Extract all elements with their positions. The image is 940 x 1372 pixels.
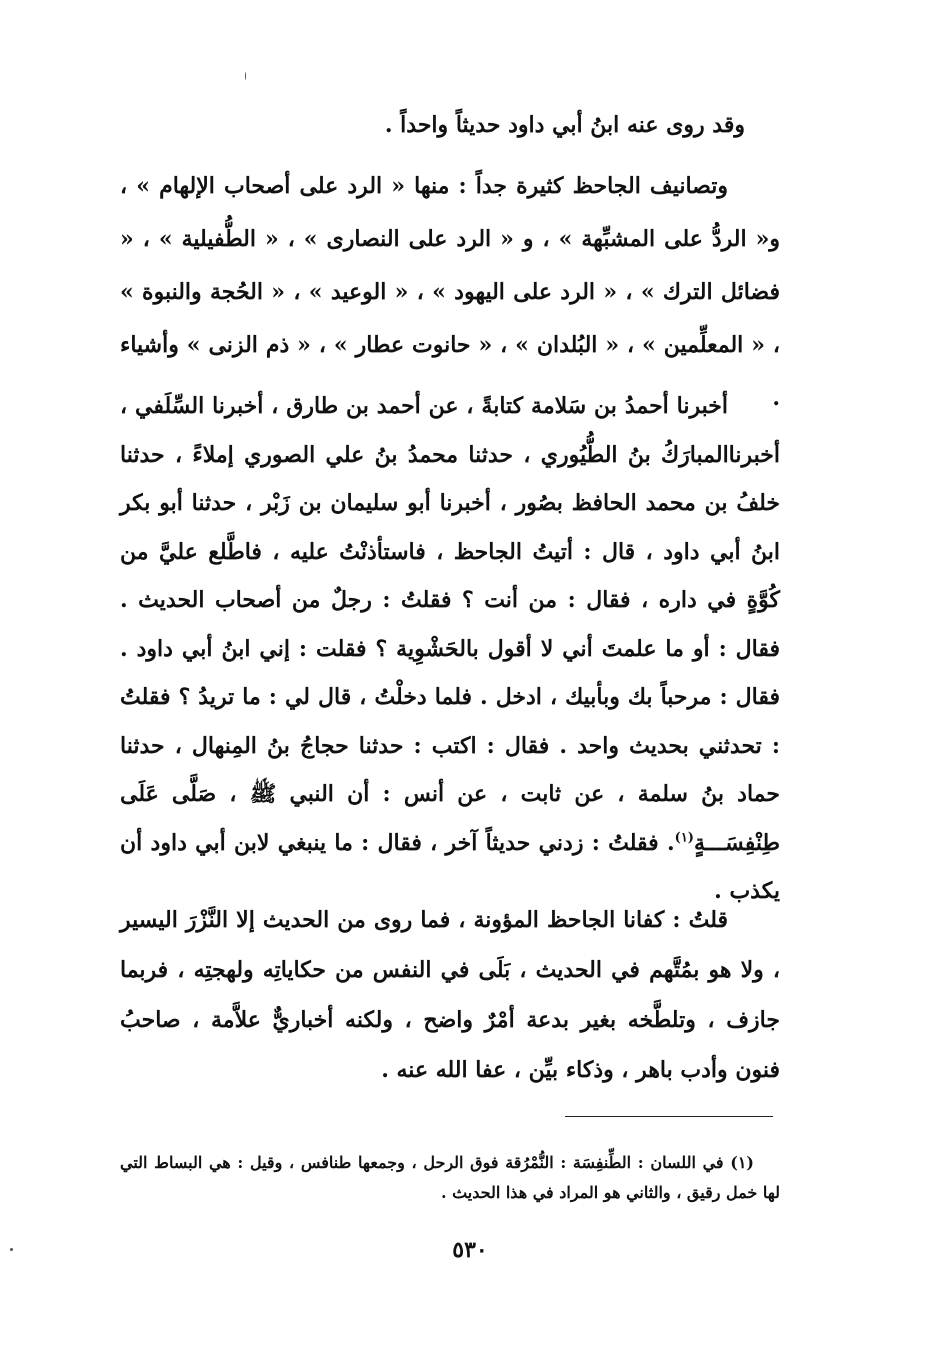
paragraph-hadith-note	[125, 100, 745, 150]
sentence-end: .	[666, 829, 675, 856]
paragraph-text: وقد روى عنه ابنُ أبي داود حديثاً واحداً .	[384, 112, 745, 138]
page-number: ٥٣٠	[452, 1237, 488, 1263]
scan-speck	[10, 1248, 13, 1251]
paragraph-isnad	[120, 382, 780, 916]
paragraph-text: فقلتُ : زدني حديثاً آخر ، فقال : ما ينبغي لابن أبي داود أن يكذب .	[120, 829, 780, 904]
paragraph-text: وتصانيف الجاحظ كثيرة جداً : منها « الرد على أصحاب الإلهام » ، و« الردُّ على المشبِّهة » ، و « الرد على النصارى » ، « الطُّفيلية » ، « فضائل الترك » ، « الرد على اليهود » ، « الوعيد » ، « الحُجة والنبوة » ، « المعلِّمين » ، « البُلدان » ، « حانوت عطار » ، « ذم الزنى » وأشياء .	[120, 173, 780, 411]
paragraph-author-comment	[120, 895, 780, 1095]
paragraph-text: أخبرنا أحمدُ بن سَلامة كتابةً ، عن أحمد بن طارق ، أخبرنا السِّلَفي ، أخبرناالمبارَكُ بنُ الطُّيُوري ، حدثنا محمدُ بنُ علي الصوري إملاءً ، حدثنا خلفُ بن محمد الحافظ بصُور ، أخبرنا أبو سليمان بن زَبْر ، حدثنا أبو بكر ابنُ أبي داود ، قال : أتيتُ الجاحظ ، فاستأذنْتُ عليه ، فاطَّلع عليَّ من كُوَّةٍ في داره ، فقال : من أنت ؟ فقلتُ : رجلٌ من أصحاب الحديث . فقال : أو ما علمتَ أني لا أقول بالحَشْوِية ؟ فقلت : إني ابنُ أبي داود . فقال : مرحباً بك وبأبيك ، ادخل . فلما دخلْتُ ، قال لي : ما تريدُ ؟ فقلتُ : تحدثني بحديث واحد . فقال : اكتب : حدثنا حجاجُ بنُ المِنهال ، حدثنا حماد بنُ سلمة ، عن ثابت ، عن أنس : أن النبي ﷺ ، صَلَّى عَلَى طِنْفِسَـــةٍ	[120, 393, 780, 856]
paragraph-text: قلتُ : كفانا الجاحظ المؤونة ، فما روى من الحديث إلا النَّزْرَ اليسير ، ولا هو بمُتَّهم في الحديث ، بَلَى في النفس من حكاياتِه ولهجتِه ، فربما جازف ، وتلطَّخه بغير بدعة أمْرٌ واضح ، ولكنه أخباريٌّ علاَّمة ، صاحبُ فنون وأدب باهر ، وذكاء بيِّن ، عفا الله عنه .	[120, 907, 780, 1083]
footnote-reference[interactable]: (١)	[674, 830, 694, 846]
footnote-divider	[565, 1116, 773, 1117]
scan-speck	[245, 72, 246, 80]
footnote-text: (١) في اللسان : الطِّنفِسَة : النُّمْرُقة فوق الرحل ، وجمعها طنافس ، وقيل : هي البساط التي لها خمل رقيق ، والثاني هو المراد في هذا الحديث .	[120, 1153, 780, 1202]
footnote	[120, 1148, 780, 1208]
